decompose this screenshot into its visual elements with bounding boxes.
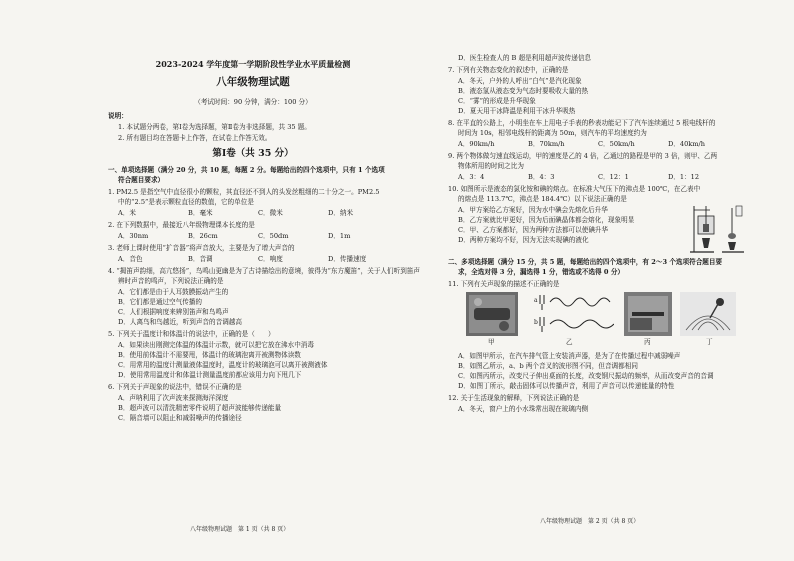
question-10-line-2: 的熔点是 113.7℃，沸点是 184.4℃）以下说法正确的是 bbox=[458, 195, 627, 203]
part1-header: 一、单项选择题（满分 20 分，共 10 题，每题 2 分。每题给出的四个选项中，只有 1 个选项 bbox=[108, 166, 385, 174]
option-b: B．音调 bbox=[188, 255, 213, 263]
section-title: 第Ⅰ卷（共 35 分） bbox=[212, 148, 294, 159]
option-b: B．毫米 bbox=[188, 209, 213, 217]
option-c: C．12：1 bbox=[598, 173, 629, 181]
question-6-option-c: C．隔音墙可以阻止和减弱噪声的传播途径 bbox=[118, 414, 242, 422]
option-a: A．30nm bbox=[118, 232, 149, 240]
page-2-footer: 八年级物理试题 第 2 页（共 8 页） bbox=[540, 518, 640, 525]
question-11-option-a: A．如图甲所示，在汽车排气管上安装消声器，是为了在传播过程中减弱噪声 bbox=[458, 352, 681, 360]
question-6-option-b: B．超声波可以清洗精密零件说明了超声波能够传递能量 bbox=[118, 404, 282, 412]
figure-exhaust-muffler bbox=[466, 292, 518, 336]
wave-label-a: a bbox=[534, 297, 538, 304]
option-a: A．米 bbox=[118, 209, 136, 217]
question-12-option-a: A．冬天，窗户上的小水珠常出现在玻璃内侧 bbox=[458, 405, 589, 413]
question-9-options bbox=[458, 173, 738, 183]
question-4-line-2: 辨时声音的鸣声，下列说法正确的是 bbox=[118, 277, 224, 285]
option-d: D．纳米 bbox=[328, 209, 354, 217]
question-8-options bbox=[458, 140, 738, 150]
question-1: 1. PM2.5 是指空气中直径很小的颗粒，其直径还不到人的头发丝粗细的二十分之一。PM2.5 bbox=[108, 188, 380, 196]
figure-ruler-on-desk bbox=[624, 292, 672, 336]
question-2-options bbox=[118, 232, 398, 242]
option-c: C．50dm bbox=[258, 232, 289, 240]
option-c: C．响度 bbox=[258, 255, 283, 263]
question-1-line-2: 中的“2.5”是表示颗粒直径的数值，它的单位是 bbox=[118, 198, 254, 206]
question-9-line-2: 物体所用的时间之比为 bbox=[458, 162, 524, 170]
question-7-option-d: D．夏天用干冰降温是利用干冰升华吸热 bbox=[458, 107, 576, 115]
question-11-figures bbox=[448, 292, 748, 344]
iodine-apparatus-figure bbox=[684, 202, 746, 254]
question-11-option-c: C．如图丙所示，改变尺子伸出桌面的长度，改变钢尺振动的频率，从而改变声音的音调 bbox=[458, 372, 714, 380]
option-d: D．传播速度 bbox=[328, 255, 367, 263]
option-b: B．26cm bbox=[188, 232, 218, 240]
option-a: A．90km/h bbox=[458, 140, 495, 148]
question-6-option-a: A．声呐利用了次声波来探测海洋深度 bbox=[118, 394, 229, 402]
question-4-option-d: D．人离鸟和鸟越近，听到声音的音调越高 bbox=[118, 318, 242, 326]
question-3: 3. 老师上课时使用“扩音器”将声音放大，主要是为了增大声音的 bbox=[108, 244, 295, 252]
figure-tuning-fork-waves bbox=[530, 292, 614, 336]
option-c: C．50km/h bbox=[598, 140, 635, 148]
question-7: 7. 下列有关物态变化的叙述中，正确的是 bbox=[448, 66, 569, 74]
question-7-option-a: A．冬天，户外的人呼出“白气”是汽化现象 bbox=[458, 77, 582, 85]
figure-label-bing: 丙 bbox=[644, 338, 651, 346]
question-1-options bbox=[118, 209, 398, 219]
exam-title: 2023-2024 学年度第一学期阶段性学业水平质量检测 bbox=[155, 59, 351, 69]
option-d: D．1m bbox=[328, 232, 351, 240]
notes-header: 说明： bbox=[108, 112, 128, 120]
question-11-option-b: B．如图乙所示，a、b 两个音叉的波形图不同，但音调都相同 bbox=[458, 362, 638, 370]
option-b: B．4：3 bbox=[528, 173, 555, 181]
option-d: D．40km/h bbox=[668, 140, 705, 148]
question-10-option-b: B．乙方案就比甲更好，因为后面碘晶体都会熔化，现象明显 bbox=[458, 216, 635, 224]
part2-header-2: 求，全选对得 3 分，漏选得 1 分，错选或不选得 0 分） bbox=[458, 268, 625, 276]
figure-solid-sound-transmission bbox=[680, 292, 736, 336]
question-5-option-b: B．使用前体温计不需要甩，体温计的玻璃泡离开被测物体读数 bbox=[118, 351, 301, 359]
question-10-option-d: D．两种方案均不好，因为无法实现碘的液化 bbox=[458, 236, 589, 244]
exam-subject: 八年级物理试题 bbox=[216, 76, 290, 88]
question-4: 4. “揭笛声韵细，高亢悠扬”，鸟鸣山更幽是为了古诗描绘出的意境，彼得为“东方魔笛”，关于人们听到笛声 bbox=[108, 267, 420, 275]
question-5-option-a: A．如果读出刚测完体温的体温计示数，就可以把它放在沸水中消毒 bbox=[118, 341, 314, 349]
question-6: 6. 下列关于声现象的说法中，错误不正确的是 bbox=[108, 383, 242, 391]
question-11: 11. 下列有关声现象的描述不正确的是 bbox=[448, 280, 560, 288]
question-6-option-d: D．医生检查人的 B 超是利用超声波传递信息 bbox=[458, 54, 592, 62]
question-12: 12. 关于生活现象的解释，下列说法正确的是 bbox=[448, 394, 580, 402]
question-11-option-d: D．如图丁所示，敲击固体可以传播声音，利用了声音可以传递能量的特性 bbox=[458, 382, 675, 390]
question-8-line-2: 时间为 10s，相邻电线杆的距离为 50m，则汽车的平均速度约为 bbox=[458, 129, 647, 137]
option-d: D．1：12 bbox=[668, 173, 700, 181]
figure-label-ding: 丁 bbox=[706, 338, 713, 346]
question-8: 8. 在平直的公路上，小明坐在车上用电子手表的秒表功能记下了汽车连续通过 5 根电线杆的 bbox=[448, 119, 716, 127]
exam-page-1 bbox=[108, 52, 420, 532]
option-a: A．音色 bbox=[118, 255, 143, 263]
question-4-option-a: A．它们都是由于人耳鼓膜振动产生的 bbox=[118, 288, 229, 296]
note-1: 1. 本试题分两卷，第Ⅰ卷为选择题，第Ⅱ卷为非选择题，共 35 题。 bbox=[118, 123, 311, 131]
part1-header-2: 符合题目要求） bbox=[118, 176, 165, 184]
question-9: 9. 两个物体做匀速直线运动，甲的速度是乙的 4 倍，乙通过的路程是甲的 3 倍，则甲、乙两 bbox=[448, 152, 718, 160]
part2-header: 二、多项选择题（满分 15 分，共 5 题，每题给出的四个选项中，有 2～3 个选项符合题目要 bbox=[448, 258, 723, 266]
option-c: C．微米 bbox=[258, 209, 283, 217]
page-1-footer: 八年级物理试题 第 1 页（共 8 页） bbox=[190, 526, 290, 533]
figure-label-jia: 甲 bbox=[488, 338, 495, 346]
wave-label-b: b bbox=[534, 319, 538, 326]
exam-info: （考试时间：90 分钟，满分：100 分） bbox=[194, 98, 312, 106]
question-5-option-d: D．使用常用温度计和体温计测量温度前都应该用力向下甩几下 bbox=[118, 371, 302, 379]
question-5: 5. 下列关于温度计和体温计的说法中，正确的是（ ） bbox=[108, 330, 275, 338]
option-a: A．3：4 bbox=[458, 173, 485, 181]
exam-page-2 bbox=[448, 52, 748, 532]
question-10-option-c: C．甲、乙方案都好，因为两种方法都可以使碘升华 bbox=[458, 226, 609, 234]
question-7-option-c: C．“雾”的形成是升华现象 bbox=[458, 97, 536, 105]
question-5-option-c: C．用常用的温度计测量液体温度时，温度计的玻璃泡可以离开被测液体 bbox=[118, 361, 328, 369]
question-4-option-c: C．人们根据响度来辨别笛声和鸟鸣声 bbox=[118, 308, 229, 316]
question-10-option-a: A．甲方案给乙方案好，因为水中碘会先熔化后升华 bbox=[458, 206, 608, 214]
question-4-option-b: B．它们都是通过空气传播的 bbox=[118, 298, 202, 306]
question-7-option-b: B．液态氢从液态变为气态时要吸收大量的热 bbox=[458, 87, 589, 95]
question-2: 2. 在下列数据中，最接近八年级物理课本长度的是 bbox=[108, 221, 255, 229]
question-10: 10. 如图所示是液态的氯化铵和碘的熔点。在标准大气压下的沸点是 100℃，在乙表中 bbox=[448, 185, 701, 193]
option-b: B．70km/h bbox=[528, 140, 565, 148]
figure-label-yi: 乙 bbox=[566, 338, 573, 346]
note-2: 2. 所有题目均在答题卡上作答，在试卷上作答无效。 bbox=[118, 134, 272, 142]
question-3-options bbox=[118, 255, 398, 265]
